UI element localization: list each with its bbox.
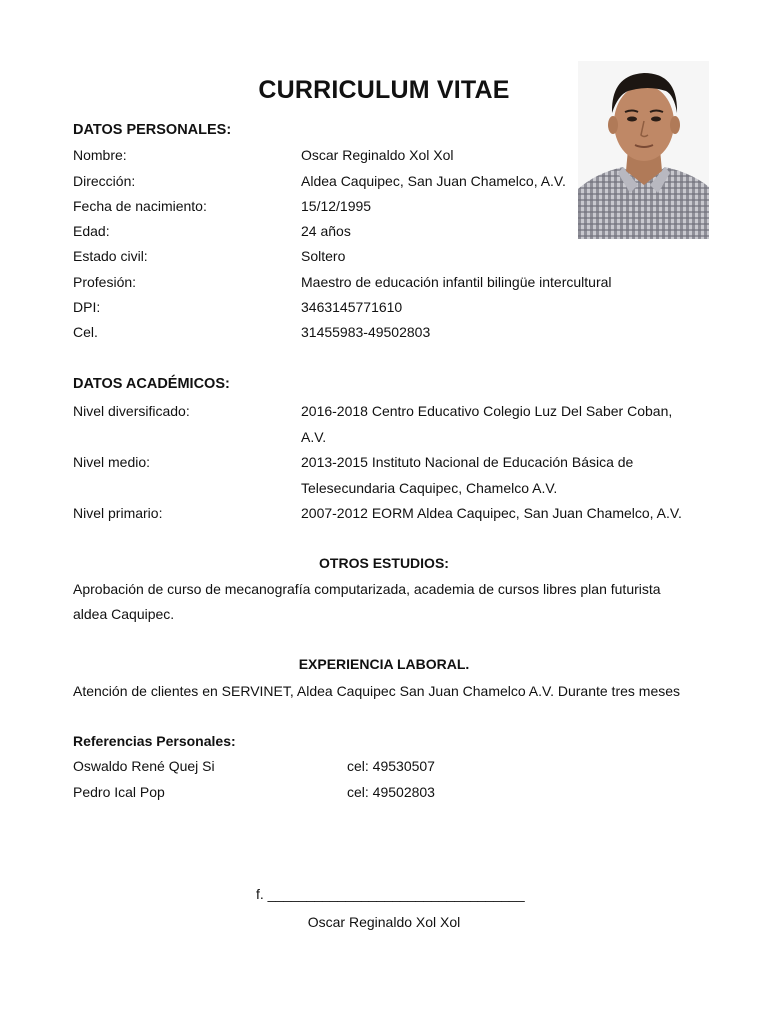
personal-label-civil-status: Estado civil: bbox=[73, 248, 148, 264]
personal-label-phone: Cel. bbox=[73, 324, 98, 340]
personal-value-civil-status: Soltero bbox=[301, 248, 346, 264]
academic-value-middle-line2: Telesecundaria Caquipec, Chamelco A.V. bbox=[301, 480, 558, 496]
personal-data-heading: DATOS PERSONALES: bbox=[73, 122, 232, 138]
other-studies-heading: OTROS ESTUDIOS: bbox=[319, 555, 449, 571]
other-studies-text-line1: Aprobación de curso de mecanografía computarizada, academia de cursos libres plan futurista bbox=[73, 581, 661, 597]
personal-value-birthdate: 15/12/1995 bbox=[301, 198, 372, 214]
academic-data-heading: DATOS ACADÉMICOS: bbox=[73, 376, 230, 392]
personal-label-profession: Profesión: bbox=[73, 274, 137, 290]
portrait-image bbox=[578, 61, 709, 239]
personal-value-profession: Maestro de educación infantil bilingüe intercultural bbox=[301, 274, 612, 290]
signature-name: Oscar Reginaldo Xol Xol bbox=[307, 914, 461, 930]
personal-value-age: 24 años bbox=[301, 223, 351, 239]
academic-value-middle-line1: 2013-2015 Instituto Nacional de Educación Básica de bbox=[301, 454, 634, 470]
academic-label-primary: Nivel primario: bbox=[73, 505, 163, 521]
academic-label-middle: Nivel medio: bbox=[73, 454, 151, 470]
personal-value-address: Aldea Caquipec, San Juan Chamelco, A.V. bbox=[301, 173, 566, 189]
work-experience-text: Atención de clientes en SERVINET, Aldea Caquipec San Juan Chamelco A.V. Durante tres meses bbox=[73, 683, 681, 699]
personal-value-name: Oscar Reginaldo Xol Xol bbox=[301, 147, 454, 163]
academic-label-diversified: Nivel diversificado: bbox=[73, 403, 190, 419]
signature-line: f. _________________________________ bbox=[256, 886, 525, 902]
personal-label-dpi: DPI: bbox=[73, 299, 101, 315]
personal-label-birthdate: Fecha de nacimiento: bbox=[73, 198, 207, 214]
document-title: CURRICULUM VITAE bbox=[258, 76, 510, 104]
references-heading: Referencias Personales: bbox=[73, 733, 236, 749]
academic-value-diversified-line1: 2016-2018 Centro Educativo Colegio Luz Del Saber Coban, bbox=[301, 403, 673, 419]
personal-value-dpi: 3463145771610 bbox=[301, 299, 403, 315]
personal-label-name: Nombre: bbox=[73, 147, 127, 163]
reference-phone: cel: 49530507 bbox=[347, 758, 435, 774]
work-experience-heading: EXPERIENCIA LABORAL. bbox=[298, 656, 470, 672]
other-studies-text-line2: aldea Caquipec. bbox=[73, 606, 175, 622]
academic-value-diversified-line2: A.V. bbox=[301, 429, 327, 445]
reference-phone: cel: 49502803 bbox=[347, 784, 435, 800]
personal-value-phone: 31455983-49502803 bbox=[301, 324, 431, 340]
profile-photo bbox=[578, 61, 709, 239]
personal-label-address: Dirección: bbox=[73, 173, 136, 189]
reference-name: Oswaldo René Quej Si bbox=[73, 758, 215, 774]
academic-value-primary-line1: 2007-2012 EORM Aldea Caquipec, San Juan Chamelco, A.V. bbox=[301, 505, 682, 521]
personal-label-age: Edad: bbox=[73, 223, 110, 239]
reference-name: Pedro Ical Pop bbox=[73, 784, 165, 800]
